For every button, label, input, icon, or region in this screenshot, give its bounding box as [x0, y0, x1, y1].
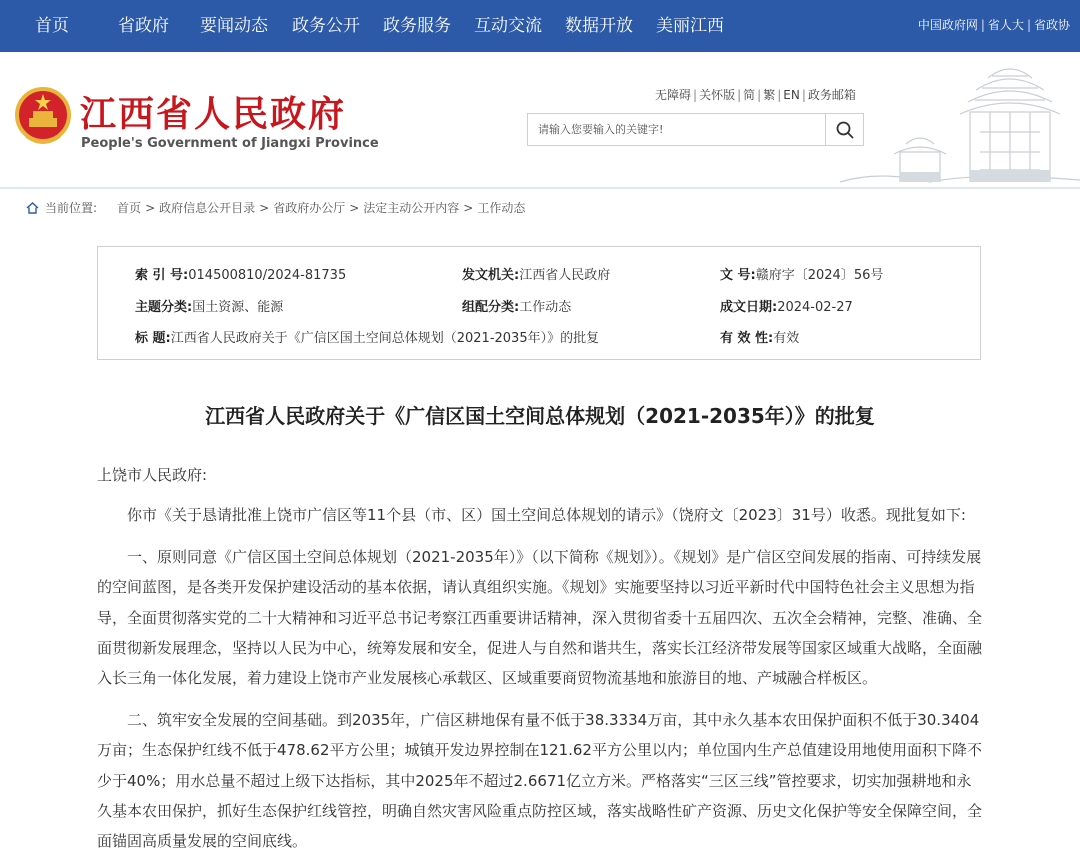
breadcrumb-general-office[interactable]: 省政府办公厅	[273, 201, 346, 215]
separator: |	[980, 18, 985, 32]
link-provincial-congress[interactable]: 省人大	[987, 18, 1024, 32]
breadcrumb-separator: >	[463, 200, 474, 215]
info-title	[135, 327, 599, 346]
breadcrumb-statutory-content[interactable]: 法定主动公开内容	[363, 201, 460, 215]
separator: |	[693, 88, 698, 102]
home-icon	[26, 202, 39, 214]
separator: |	[757, 88, 762, 102]
breadcrumb-separator: >	[145, 200, 156, 215]
nav-item-open-data[interactable]: 数据开放	[565, 16, 633, 36]
separator: |	[737, 88, 742, 102]
info-title-label: 标 题:	[135, 331, 171, 346]
breadcrumb-label: 当前位置:	[45, 201, 98, 215]
info-index-label: 索 引 号:	[135, 268, 189, 283]
nav-item-news[interactable]: 要闻动态	[200, 16, 268, 36]
breadcrumb-separator: >	[259, 200, 270, 215]
link-provincial-cppcc[interactable]: 省政协	[1033, 18, 1070, 32]
info-index	[135, 264, 346, 283]
nav-item-gov-services[interactable]: 政务服务	[383, 16, 451, 36]
search-box	[527, 113, 864, 146]
nav-item-province-gov[interactable]: 省政府	[118, 16, 169, 36]
link-gov-mail[interactable]: 政务邮箱	[807, 88, 856, 102]
info-date-value: 2024-02-27	[777, 300, 853, 315]
breadcrumb	[26, 199, 525, 216]
nav-item-beautiful-jiangxi[interactable]: 美丽江西	[656, 16, 724, 36]
info-index-value: 014500810/2024-81735	[188, 268, 347, 283]
search-input[interactable]	[528, 114, 826, 145]
article-paragraph: 二、筑牢安全发展的空间基础。到2035年，广信区耕地保有量不低于38.3334万亩，其中永久基本农田保护面积不低于30.3404万亩；生态保护红线不低于478.62平方公里；城镇开发边界控制在121.62平方公里以内；单位国内生产总值建设用地使用面积下降不少于40%；用水总量不超过上级下达指标，其中2025年不超过2.6671亿立方米。严格落实“三区三线”管控要求，切实加强耕地和永久基本农田保护，抓好生态保护红线管控，明确自然灾害风险重点防控区域，落实战略性矿产资源、历史文化保护等安全保障空间，全面锚固高质量发展的空间底线。	[97, 710, 983, 851]
info-topic-value: 国土资源、能源	[192, 300, 284, 315]
nav-item-gov-disclosure[interactable]: 政务公开	[292, 16, 360, 36]
article-body	[97, 460, 982, 868]
site-subtitle: People's Government of Jiangxi Province	[81, 136, 379, 151]
info-title-value: 江西省人民政府关于《广信区国土空间总体规划（2021-2035年）》的批复	[170, 331, 600, 346]
link-accessibility[interactable]: 无障碍	[655, 88, 692, 102]
info-category-label: 组配分类:	[462, 300, 520, 315]
separator: |	[1026, 18, 1031, 32]
nav-item-home[interactable]: 首页	[35, 16, 69, 36]
pavilion-illustration	[820, 52, 1080, 188]
article-title: 江西省人民政府关于《广信区国土空间总体规划（2021-2035年）》的批复	[205, 404, 875, 428]
top-external-links	[918, 0, 1070, 52]
info-docno-label: 文 号:	[720, 268, 756, 283]
article-paragraph: 一、原则同意《广信区国土空间总体规划（2021-2035年）》（以下简称《规划》）。《规划》是广信区空间发展的指南、可持续发展的空间蓝图，是各类开发保护建设活动的基本依据，请认真组织实施。《规划》实施要坚持以习近平新时代中国特色社会主义思想为指导，全面贯彻落实党的二十大精神和习近平总书记考察江西重要讲话精神，深入贯彻省委十五届四次、五次全会精神，完整、准确、全面贯彻新发展理念，坚持以人民为中心，统筹发展和安全，促进人与自然和谐共生，落实长江经济带发展等国家区域重大战略，全面融入长三角一体化发展，着力建设上饶市产业发展核心承载区、区域重要商贸物流基地和旅游目的地、产城融合样板区。	[97, 547, 983, 688]
header-divider	[0, 187, 1080, 189]
link-traditional[interactable]: 繁	[763, 88, 776, 102]
site-title: 江西省人民政府	[80, 93, 347, 135]
info-issuer	[462, 264, 610, 283]
site-header	[0, 52, 1080, 188]
nav-item-interaction[interactable]: 互动交流	[474, 16, 542, 36]
info-validity	[720, 327, 799, 346]
national-emblem-icon	[14, 86, 72, 148]
article-salutation: 上饶市人民政府:	[97, 466, 208, 484]
info-topic	[135, 296, 283, 315]
link-simplified[interactable]: 简	[743, 88, 756, 102]
info-validity-label: 有 效 性:	[720, 331, 774, 346]
info-validity-value: 有效	[773, 331, 800, 346]
link-english[interactable]: EN	[783, 88, 800, 102]
breadcrumb-home[interactable]: 首页	[117, 201, 142, 215]
info-category-value: 工作动态	[519, 300, 572, 315]
link-care-mode[interactable]: 关怀版	[699, 88, 736, 102]
info-topic-label: 主题分类:	[135, 300, 193, 315]
breadcrumb-separator: >	[349, 200, 360, 215]
info-doc-number	[720, 264, 883, 283]
breadcrumb-info-catalog[interactable]: 政府信息公开目录	[159, 201, 256, 215]
article-paragraph: 你市《关于恳请批准上饶市广信区等11个县（市、区）国土空间总体规划的请示》（饶府文〔2023〕31号）收悉。现批复如下:	[127, 506, 966, 525]
separator: |	[777, 88, 782, 102]
info-issuer-label: 发文机关:	[462, 268, 520, 283]
top-nav-bar	[0, 0, 1080, 52]
info-docno-value: 赣府字〔2024〕56号	[755, 268, 884, 283]
link-china-gov[interactable]: 中国政府网	[917, 18, 978, 32]
info-date	[720, 296, 853, 315]
document-info-table	[97, 246, 981, 360]
breadcrumb-work-news[interactable]: 工作动态	[477, 201, 526, 215]
info-issuer-value: 江西省人民政府	[519, 268, 611, 283]
info-date-label: 成文日期:	[720, 300, 778, 315]
info-category	[462, 296, 571, 315]
separator: |	[801, 88, 806, 102]
